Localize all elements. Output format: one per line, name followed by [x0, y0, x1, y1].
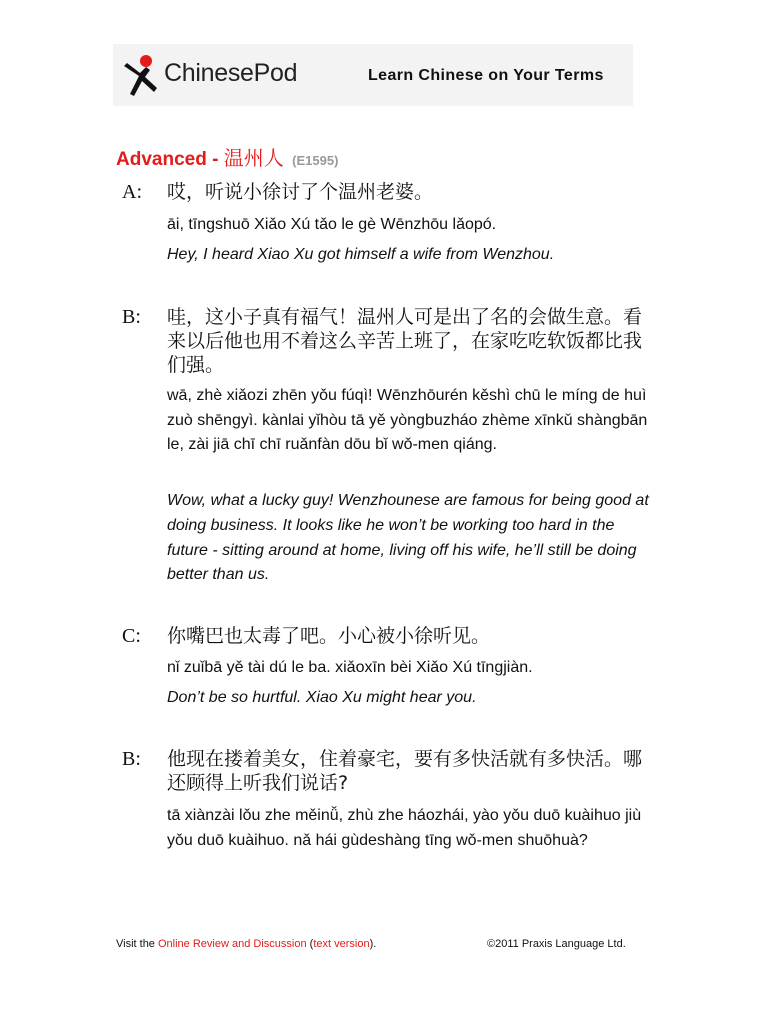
footer-prefix: Visit the	[116, 938, 158, 950]
copyright: ©2011 Praxis Language Ltd.	[487, 938, 626, 950]
tagline: Learn Chinese on Your Terms	[368, 67, 604, 84]
brand-figure-icon	[118, 52, 162, 100]
english-line: Don’t be so hurtful. Xiao Xu might hear you.	[167, 689, 477, 706]
pinyin-line: wā, zhè xiǎozi zhēn yǒu fúqì! Wēnzhōurén kěshì chū le míng de huì zuò shēngyì. kànlai yǐhòu tā yě yòngbuzháo zhème xīnkǔ shàngbān le, zài jiā chī chī ruǎnfàn dōu bǐ wǒ-men qiáng.	[167, 387, 648, 454]
lesson-code: (E1595)	[292, 153, 339, 168]
lesson-title	[116, 142, 338, 171]
speaker-label: A:	[122, 181, 142, 203]
brand-name: ChinesePod	[164, 59, 298, 87]
chinese-line: 他现在搂着美女，住着豪宅，要有多快活就有多快活。哪还顾得上听我们说话?	[167, 748, 643, 794]
speaker-label: B:	[122, 306, 141, 328]
chinesepod-logo[interactable]	[118, 52, 338, 100]
pinyin-line: nǐ zuǐbā yě tài dú le ba. xiǎoxīn bèi Xiǎo Xú tīngjiàn.	[167, 659, 533, 676]
chinese-line: 哇，这小子真有福气！温州人可是出了名的会做生意。看来以后他也用不着这么辛苦上班了，在家吃吃软饭都比我们强。	[167, 306, 643, 376]
pinyin-line: āi, tīngshuō Xiǎo Xú tǎo le gè Wēnzhōu lǎopó.	[167, 216, 497, 233]
online-review-link[interactable]: Online Review and Discussion	[158, 938, 307, 950]
footer-suffix: ).	[369, 938, 377, 950]
speaker-label: C:	[122, 625, 141, 647]
footer-mid: (	[306, 938, 314, 950]
text-version-link[interactable]: text version	[313, 938, 370, 950]
pinyin-line: tā xiànzài lǒu zhe měinǚ, zhù zhe háozhái, yào yǒu duō kuàihuo jiù yǒu duō kuàihuo. nǎ hái gùdeshàng tīng wǒ-men shuōhuà?	[167, 807, 642, 849]
lesson-title-chinese: 温州人	[223, 146, 284, 170]
english-line: Wow, what a lucky guy! Wenzhounese are famous for being good at doing business. It looks like he won’t be working too hard in the future - sitting around at home, living off his wife, he’ll still be doing better than us.	[167, 492, 649, 584]
chinese-line: 哎，听说小徐讨了个温州老婆。	[167, 181, 434, 203]
lesson-level: Advanced -	[116, 149, 224, 170]
chinese-line: 你嘴巴也太毒了吧。小心被小徐听见。	[167, 625, 491, 647]
speaker-label: B:	[122, 748, 141, 770]
english-line: Hey, I heard Xiao Xu got himself a wife from Wenzhou.	[167, 246, 555, 263]
footer-links	[116, 938, 376, 950]
